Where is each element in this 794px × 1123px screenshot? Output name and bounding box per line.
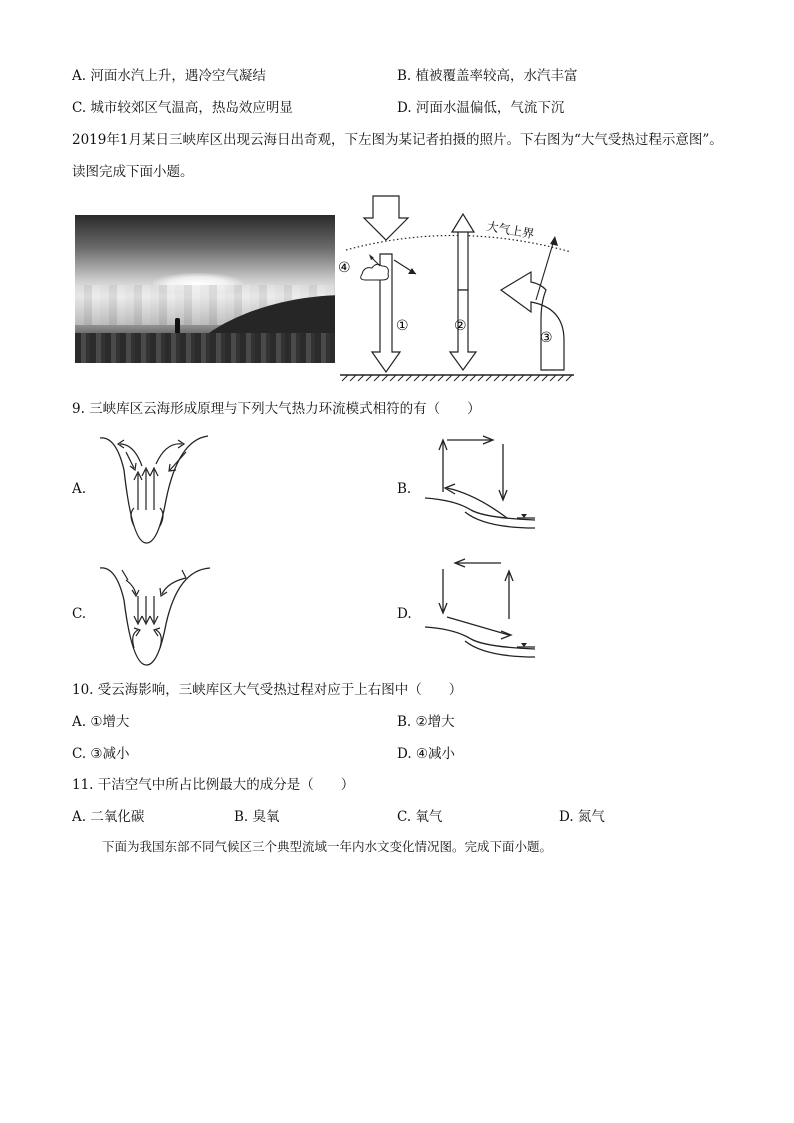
q11-option-b: B. 臭氧 [234, 809, 280, 825]
q9-option-d-letter: D. [397, 606, 412, 622]
arrow-2-up-component [452, 214, 474, 290]
q10-option-b: B. ②增大 [397, 714, 455, 730]
q10-stem: 10. 受云海影响，三峡库区大气受热过程对应于上右图中（ ） [72, 682, 463, 698]
atmosphere-top-label: 大气上界 [485, 219, 536, 242]
q11-option-c: C. 氧气 [397, 809, 443, 825]
land-water-circulation-b [425, 432, 545, 542]
arrow-3-ground-radiation [501, 272, 564, 370]
q8-option-b: B. 植被覆盖率较高，水汽丰富 [397, 68, 578, 84]
q9-option-c-letter: C. [72, 606, 87, 622]
ground-hatching [342, 375, 572, 381]
incoming-solar-arrow [364, 196, 408, 240]
q10-option-a: A. ①增大 [72, 714, 130, 730]
q8-option-d: D. 河面水温偏低，气流下沉 [397, 100, 565, 116]
valley-circulation-c [98, 560, 218, 670]
closing-paragraph: 下面为我国东部不同气候区三个典型流域一年内水文变化情况图。完成下面小题。 [102, 839, 553, 854]
sea-of-clouds-photo [75, 215, 335, 363]
q11-option-a: A. 二氧化碳 [72, 809, 145, 825]
label-1: ① [396, 318, 409, 334]
label-2: ② [454, 318, 467, 334]
q10-option-d: D. ④减小 [397, 746, 456, 762]
intro-paragraph: 2019年1月某日三峡库区出现云海日出奇观，下左图为某记者拍摄的照片。下右图为“大气受热过程示意图”。读图完成下面小题。 [72, 132, 723, 180]
q9-option-a-letter: A. [72, 481, 87, 497]
land-water-circulation-d [425, 555, 545, 670]
q8-option-c: C. 城市较郊区气温高，热岛效应明显 [72, 100, 293, 116]
label-4: ④ [338, 260, 351, 276]
q9-option-b-letter: B. [397, 481, 412, 497]
atmospheric-heating-diagram [336, 190, 576, 385]
cloud-icon [361, 264, 389, 280]
q11-stem: 11. 干洁空气中所占比例最大的成分是（ ） [72, 777, 355, 793]
valley-circulation-a [98, 430, 218, 548]
q8-option-a: A. 河面水汽上升，遇冷空气凝结 [72, 68, 266, 84]
foreground-rocks [75, 333, 335, 363]
q11-option-d: D. 氮气 [559, 809, 605, 825]
q10-option-c: C. ③减小 [72, 746, 130, 762]
q9-stem: 9. 三峡库区云海形成原理与下列大气热力环流模式相符的有（ ） [72, 401, 481, 417]
label-3: ③ [540, 330, 553, 346]
